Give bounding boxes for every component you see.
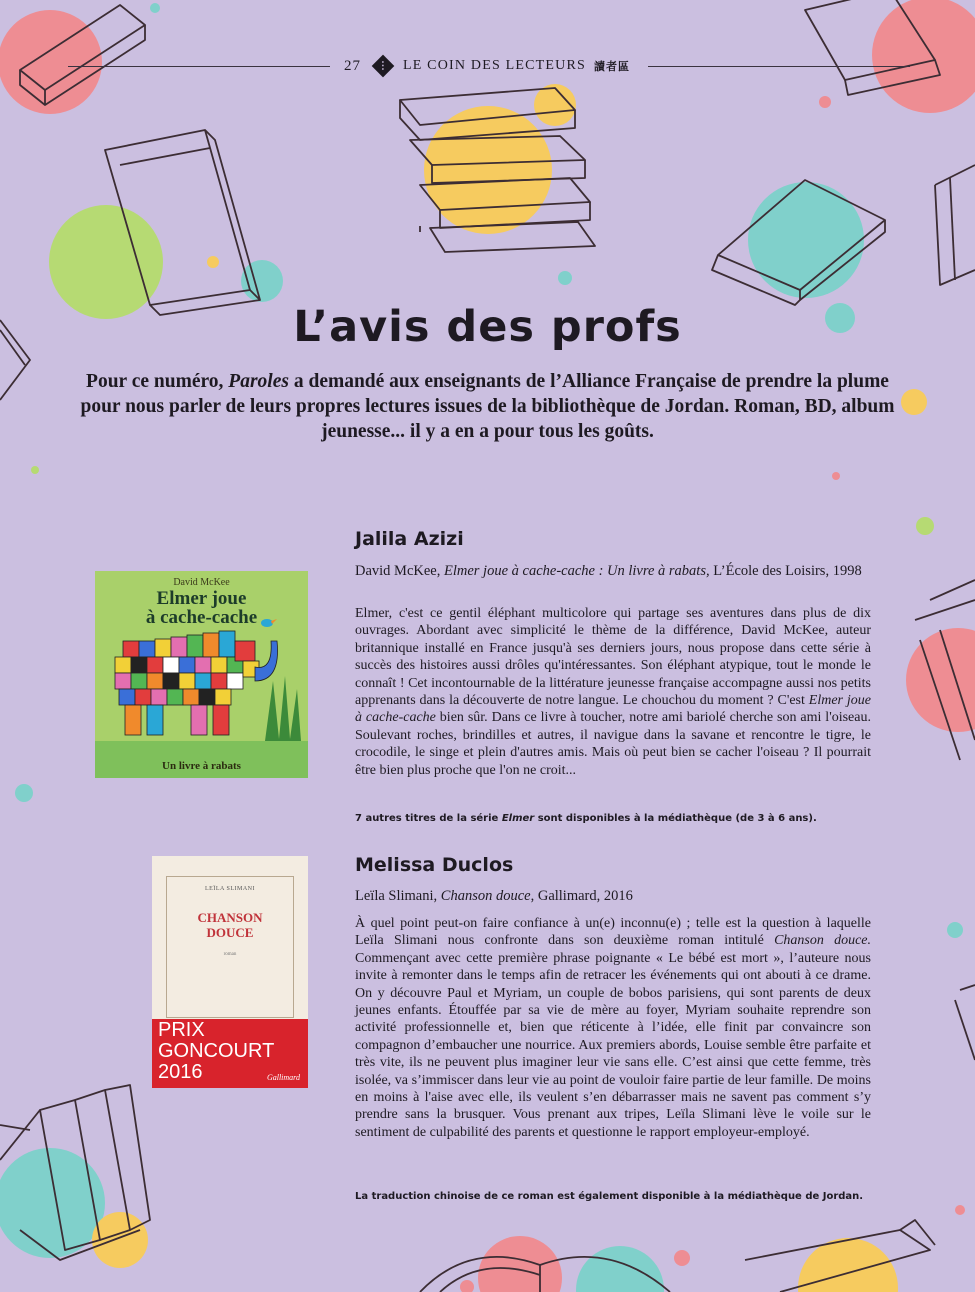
note-text-1: 7 autres titres de la série	[355, 813, 502, 824]
intro-paragraph	[80, 369, 895, 444]
decor-dot	[576, 1246, 664, 1292]
decor-dot	[674, 1250, 690, 1266]
decor-dot	[955, 1205, 965, 1215]
review-book-title: Elmer joue à cache-cache	[355, 693, 871, 726]
running-header	[68, 54, 910, 78]
ref-author: Leïla Slimani,	[355, 888, 441, 904]
decor-dot	[150, 3, 160, 13]
books-doodle-far-right	[935, 165, 975, 285]
cover-title-line-2: DOUCE	[206, 925, 254, 940]
section-title: LE COIN DES LECTEURS	[402, 58, 587, 73]
cover-title	[95, 589, 308, 627]
cover-title	[152, 910, 308, 940]
cover-title-line-2: à cache-cache	[145, 607, 258, 628]
decor-dot	[558, 271, 572, 285]
cover-title-line-1: CHANSON	[197, 910, 263, 925]
decor-dot	[819, 96, 831, 108]
book-reference	[355, 562, 870, 580]
decor-dot	[0, 1148, 105, 1258]
note-text-2: sont disponibles à la médiathèque (de 3 à 6 ans).	[534, 813, 817, 824]
reviewer-name: Jalila Azizi	[355, 528, 464, 550]
decor-dot	[906, 628, 975, 732]
availability-note	[355, 813, 875, 824]
reviewer-name: Melissa Duclos	[355, 854, 514, 876]
review-body	[355, 915, 871, 1141]
decor-dot	[478, 1236, 562, 1292]
book-reference	[355, 887, 870, 905]
review-text-1: Elmer, c'est ce gentil éléphant multicolore qui partage ses aventures dans plus de dix ouvrages. Abordant avec simplicité le thème de la différence, David McKee, auteur britannique installé en France jusqu'à ses derniers jours, nous propose dans cette série à succès des histoires aussi drôles qu'intéressantes. Son éléphant atypique, tout le monde le connaît ! Cet incontournable de la littérature jeunesse française accompagne aussi nos petits apprenants dans la découverte de notre langue. Le chouchou du moment ? C'est	[355, 606, 871, 709]
decor-dot	[748, 182, 864, 298]
diamond-icon	[372, 55, 395, 78]
availability-note: La traduction chinoise de ce roman est également disponible à la médiathèque de Jordan.	[355, 1191, 864, 1202]
decor-dot	[31, 466, 39, 474]
intro-text-2: a demandé aux enseignants de l’Alliance Française de prendre la plume pour nous parler de leurs propres lectures issues de la bibliothèque de Jordan. Roman, BD, album jeunesse... il y a en a pour tous les goûts.	[80, 371, 895, 442]
ref-publisher: L’École des Loisirs, 1998	[709, 563, 862, 579]
decor-dot	[901, 389, 927, 415]
section-title-chinese: 讀者區	[594, 60, 631, 73]
magazine-name: Paroles	[228, 371, 289, 392]
cover-genre: roman	[223, 952, 237, 957]
decor-dot	[947, 922, 963, 938]
decor-dot	[916, 517, 934, 535]
cover-subtitle: Un livre à rabats	[162, 760, 241, 772]
cover-author: LEÏLA SLIMANI	[205, 886, 255, 892]
decor-dot	[207, 256, 219, 268]
prize-line-3: 2016	[158, 1061, 203, 1083]
cover-title-line-1: Elmer joue	[156, 588, 247, 609]
decor-dot	[832, 472, 840, 480]
intro-text-1: Pour ce numéro,	[86, 371, 229, 392]
page-number: 27	[343, 57, 361, 74]
ref-title: Elmer joue à cache-cache : Un livre à rabats,	[443, 563, 710, 579]
cover-frame	[166, 876, 294, 1018]
ref-publisher: , Gallimard, 2016	[530, 888, 633, 904]
header-rule-right	[648, 66, 910, 67]
prize-line-1: PRIX	[158, 1019, 205, 1041]
book-cover-elmer	[95, 571, 308, 778]
note-series: Elmer	[501, 813, 535, 824]
review-body	[355, 605, 871, 779]
decor-dot	[460, 1280, 474, 1292]
diamond-glyph: ⋮	[377, 60, 389, 71]
review-text-2: bien sûr. Dans ce livre à toucher, notre ami bariolé cherche son ami l'oiseau. Soulevant roches, brindilles et autres, il navigue dans la savane et rencontre le tigre, le crocodile, le singe et plein d'autres amis. Mais où peut bien se cacher l'oiseau ? Il pourrait être bien plus proche que l'on ne croit...	[355, 710, 871, 778]
review-book-title: Chanson douce.	[774, 933, 871, 949]
review-text-2: Commençant avec cette première phrase poignante « Le bébé est mort », l’auteure nous invite à remonter dans le temps afin de retracer les événements qui ont abouti à ce drame. On y découvre Paul et Myriam, un couple de bobos parisiens, qui sont parents de deux jeunes enfants. Étouffée par sa vie de mère au foyer, Myriam souhaite reprendre son activité professionnelle et, bien que réticente à l’idée, elle finit par convaincre son compagnon d’embaucher une nourrice. Aux premiers abords, Louise semble être parfaite et très vite, ils ne peuvent plus imaginer leur vie sans elle. C’est ainsi que cette femme, très isolée, va s’immiscer dans leur vie au point de vouloir faire partie de leur famille. De moins en moins à l'aise avec elle, ils veulent s’en débarrasser mais ne savent pas comment s’y prendre sans la brusquer. Vous prenant aux tripes, Leïla Slimani lève le voile sur le sentiment de culpabilité des parents et questionne le rapport employeur-employé.	[355, 950, 871, 1140]
page-title: L’avis des profs	[293, 302, 682, 352]
header-rule-left	[68, 66, 330, 67]
cover-author: David McKee	[173, 577, 230, 588]
ref-author: David McKee,	[355, 563, 444, 579]
decor-dot	[15, 784, 33, 802]
decor-dot	[424, 106, 552, 234]
cover-publisher: Gallimard	[266, 1073, 300, 1082]
book-cover-chanson-douce	[152, 856, 308, 1088]
review-text-1: À quel point peut-on faire confiance à un(e) inconnu(e) ; telle est la question à laquelle Leïla Slimani nous confronte dans son deuxième roman intitulé	[355, 916, 871, 949]
prize-line-2: GONCOURT	[158, 1040, 275, 1062]
ref-title: Chanson douce	[440, 888, 531, 904]
